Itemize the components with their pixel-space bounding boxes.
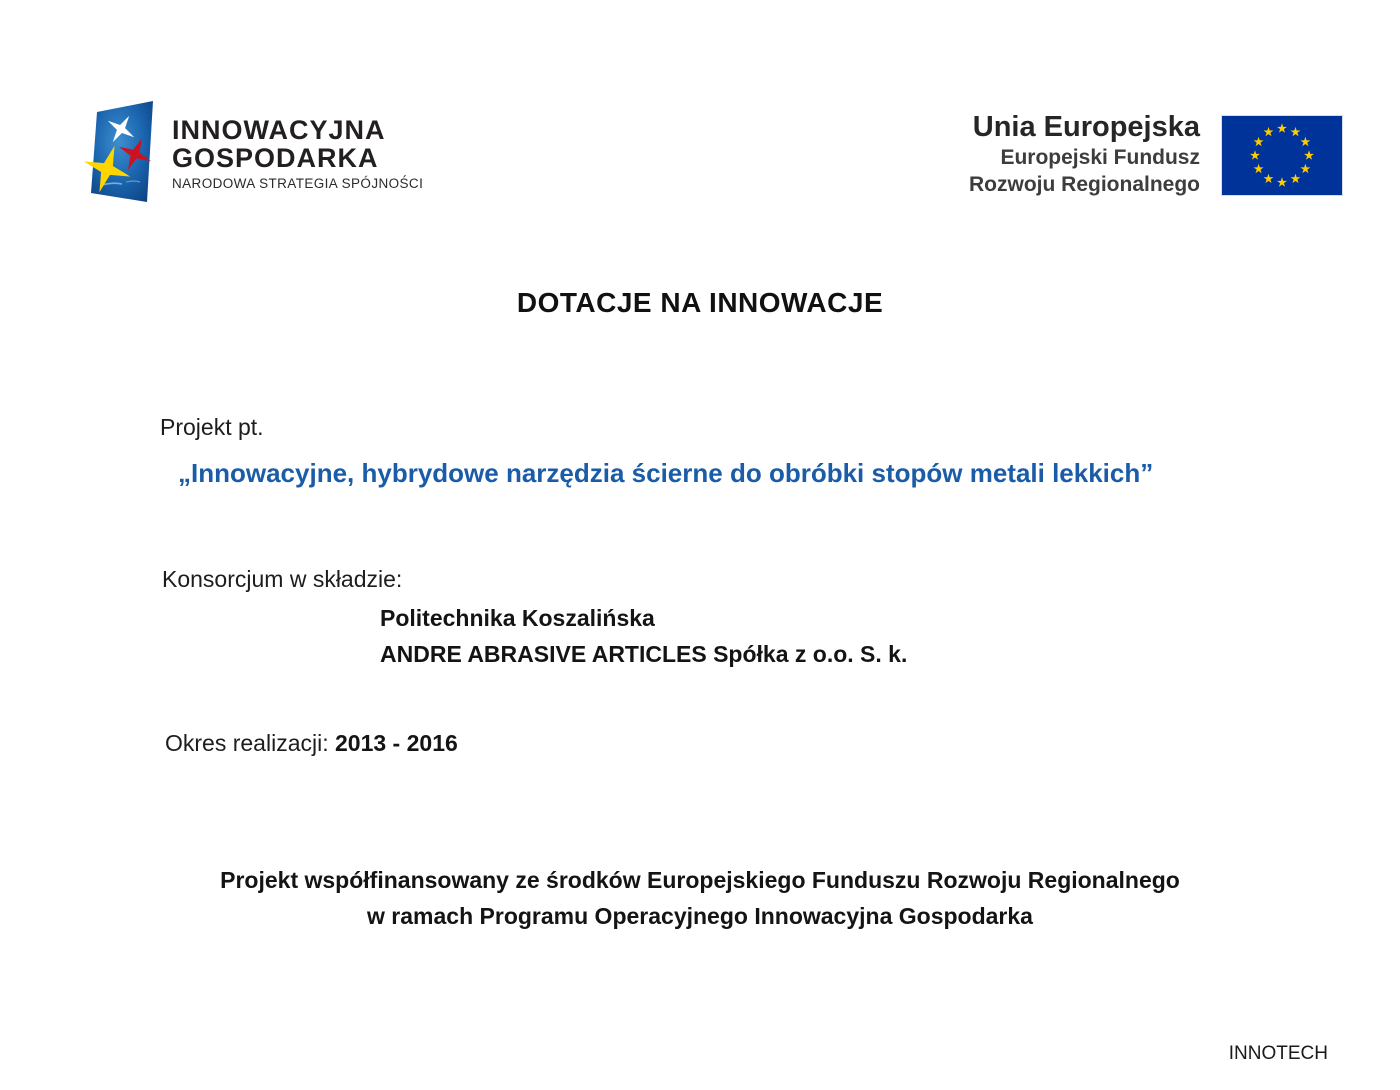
project-title: „Innowacyjne, hybrydowe narzędzia ścierne do obróbki stopów metali lekkich” [178, 458, 1154, 488]
period-value: 2013 - 2016 [335, 730, 458, 756]
eu-logo-subtitle-line2: Rozwoju Regionalnego [969, 173, 1200, 196]
eu-flag-icon [1221, 115, 1343, 196]
realization-period [165, 730, 458, 757]
funding-line1: Projekt współfinansowany ze środków Europejskiego Funduszu Rozwoju Regionalnego [220, 867, 1180, 893]
program-name: INNOTECH [1228, 1043, 1328, 1064]
consortium-label: Konsorcjum w składzie: [162, 566, 403, 592]
innowacyjna-gospodarka-logo [82, 98, 423, 204]
consortium-member: Politechnika Koszalińska [380, 605, 655, 631]
eu-logo-text [800, 110, 1200, 198]
left-logo-title-line1: INNOWACYJNA [172, 115, 386, 145]
period-label: Okres realizacji: [165, 730, 329, 756]
funding-line2: w ramach Programu Operacyjnego Innowacyjna Gospodarka [367, 903, 1033, 929]
consortium-member: ANDRE ABRASIVE ARTICLES Spółka z o.o. S. k. [380, 641, 908, 667]
left-logo-text [172, 116, 423, 191]
left-logo-title-line2: GOSPODARKA [172, 143, 379, 173]
innowacyjna-gospodarka-flag-icon [82, 98, 160, 204]
project-label: Projekt pt. [160, 414, 264, 440]
eu-logo-subtitle-line1: Europejski Fundusz [1000, 146, 1200, 169]
page-title: DOTACJE NA INNOWACJE [516, 287, 884, 318]
consortium-members [380, 600, 907, 672]
funding-statement [0, 862, 1400, 934]
left-logo-subtitle: NARODOWA STRATEGIA SPÓJNOŚCI [172, 176, 424, 191]
eu-logo-title: Unia Europejska [972, 111, 1200, 143]
